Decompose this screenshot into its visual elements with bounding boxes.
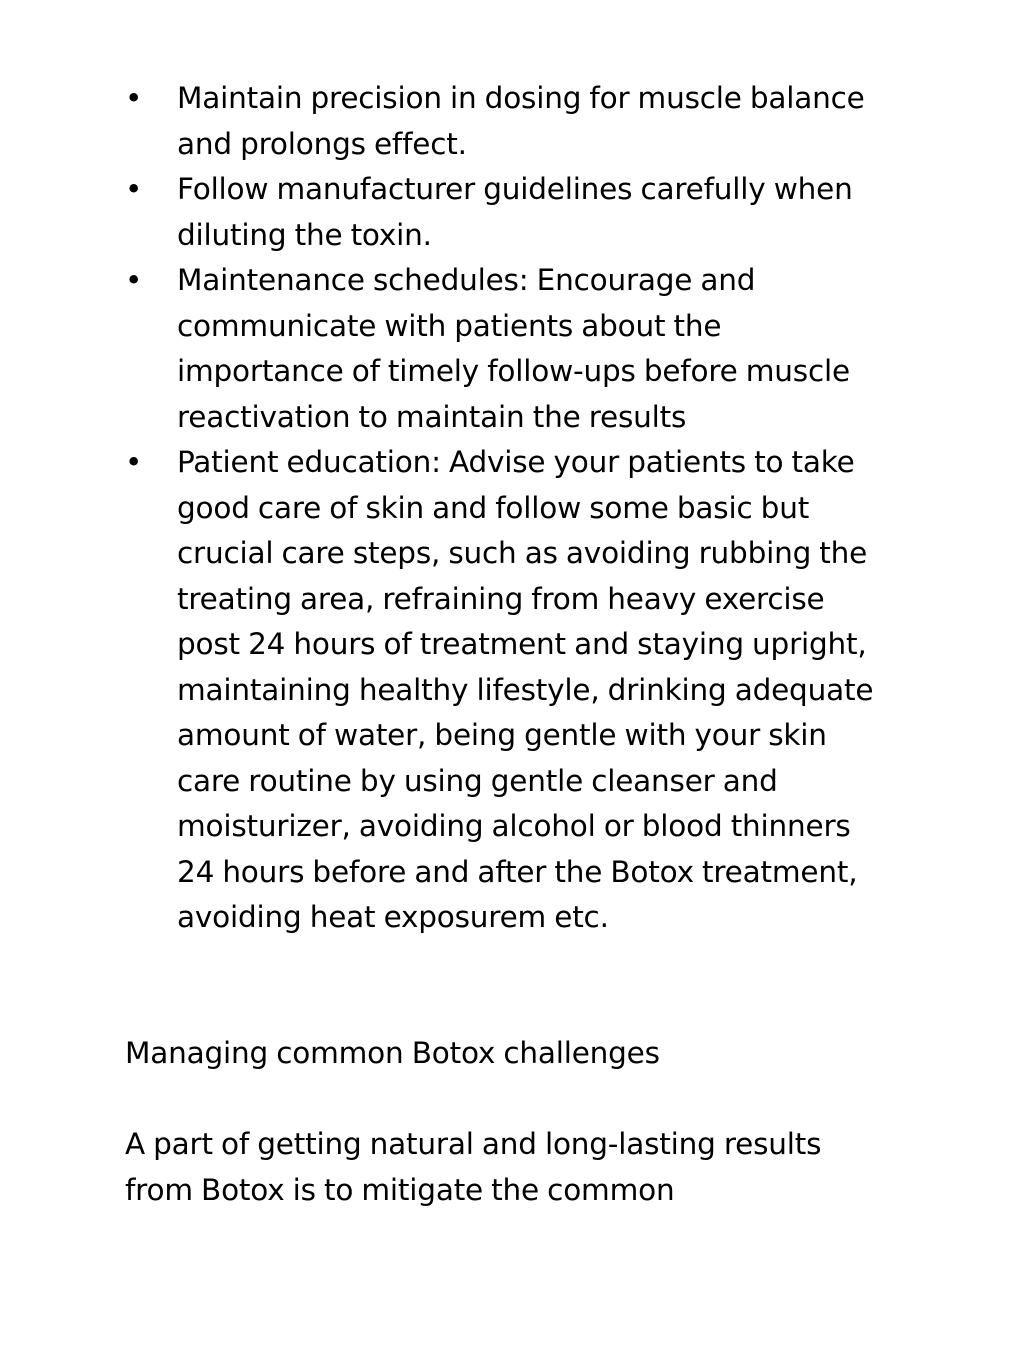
bullet-list xyxy=(125,76,885,941)
bullet-symbol: • xyxy=(125,445,143,479)
bullet-text: Patient education: Advise your patients to take good care of skin and follow some basic but crucial care steps, such as avoiding rubbing the treating area, refraining from heavy exercise post 24 hours of treatment and staying upright, maintaining healthy lifestyle, drinking adequate amount of water, being gentle with your skin care routine by using gentle cleanser and moisturizer, avoiding alcohol or blood thinners 24 hours before and after the Botox treatment, avoiding heat exposurem etc. xyxy=(177,445,874,934)
section-paragraph: A part of getting natural and long-lasting results from Botox is to mitigate the common xyxy=(125,1127,822,1207)
bullet-item-guidelines xyxy=(125,167,885,258)
bullet-text: Maintain precision in dosing for muscle balance and prolongs effect. xyxy=(177,81,865,161)
bullet-item-patient-education xyxy=(125,440,885,941)
bullet-symbol: • xyxy=(125,81,143,115)
bullet-item-dosing xyxy=(125,76,885,167)
section-heading: Managing common Botox challenges xyxy=(125,1036,660,1070)
bullet-item-maintenance xyxy=(125,258,885,440)
bullet-text: Follow manufacturer guidelines carefully when diluting the toxin. xyxy=(177,172,853,252)
bullet-symbol: • xyxy=(125,172,143,206)
bullet-symbol: • xyxy=(125,263,143,297)
bullet-text: Maintenance schedules: Encourage and communicate with patients about the importance of timely follow-ups before muscle reactivation to maintain the results xyxy=(177,263,850,434)
